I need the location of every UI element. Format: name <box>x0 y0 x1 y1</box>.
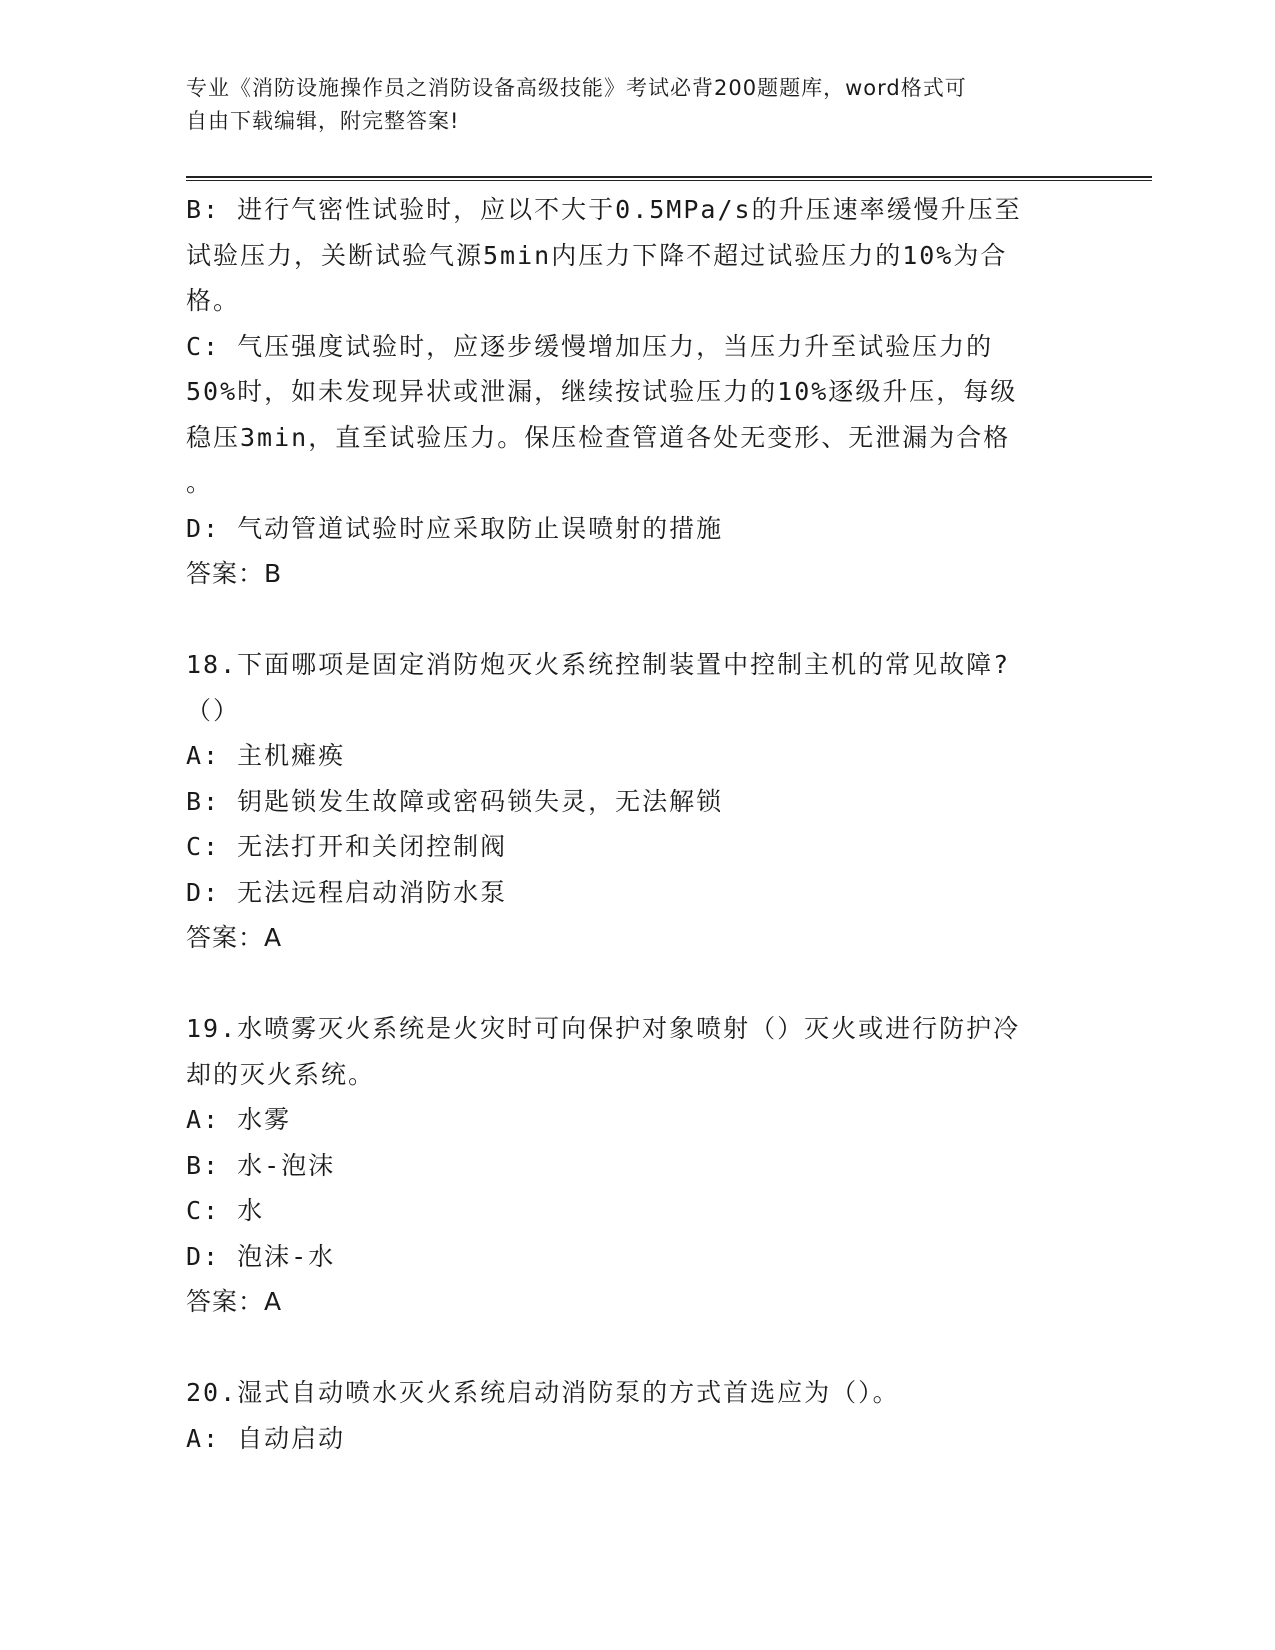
option-line: C: 气压强度试验时，应逐步缓慢增加压力，当压力升至试验压力的 <box>186 331 994 361</box>
option-line: 稳压3min，直至试验压力。保压检查管道各处无变形、无泄漏为合格 <box>186 422 1011 452</box>
question-line: 20.湿式自动喷水灭火系统启动消防泵的方式首选应为（）。 <box>186 1378 900 1407</box>
option-line: 试验压力，关断试验气源5min内压力下降不超过试验压力的10%为合 <box>186 240 1008 270</box>
question-line: 却的灭火系统。 <box>186 1059 376 1089</box>
spacer <box>186 1325 1066 1371</box>
option-line: C: 无法打开和关闭控制阀 <box>186 832 508 861</box>
option-line: A: 水雾 <box>186 1105 292 1134</box>
page-header <box>186 72 1066 138</box>
option-line: B: 进行气密性试验时，应以不大于0.5MPa/s的升压速率缓慢升压至 <box>186 195 1022 224</box>
option-line: B: 水-泡沫 <box>186 1150 336 1180</box>
option-line: D: 泡沫-水 <box>186 1241 336 1271</box>
option-line: D: 气动管道试验时应采取防止误喷射的措施 <box>186 513 724 543</box>
option-line: 格。 <box>186 286 241 315</box>
answer-line: 答案：B <box>186 559 283 588</box>
document-body <box>186 187 1066 1461</box>
option-line: 50%时，如未发现异状或泄漏，继续按试验压力的10%逐级升压，每级 <box>186 377 1018 406</box>
answer-line: 答案：A <box>186 1287 283 1316</box>
question-line: （） <box>186 695 241 725</box>
option-line: C: 水 <box>186 1196 265 1225</box>
option-line: A: 主机瘫痪 <box>186 741 346 770</box>
header-line-1: 专业《消防设施操作员之消防设备高级技能》考试必背200题题库，word格式可 <box>186 76 967 100</box>
option-line: A: 自动启动 <box>186 1423 346 1453</box>
option-line: D: 无法远程启动消防水泵 <box>186 877 508 907</box>
question-line: 19.水喷雾灭火系统是火灾时可向保护对象喷射（）灭火或进行防护冷 <box>186 1014 1021 1043</box>
spacer <box>186 597 1066 643</box>
header-divider <box>186 176 1152 181</box>
option-line: B: 钥匙锁发生故障或密码锁失灵，无法解锁 <box>186 786 724 816</box>
question-line: 18.下面哪项是固定消防炮灭火系统控制装置中控制主机的常见故障? <box>186 650 1011 679</box>
option-line: 。 <box>186 468 214 497</box>
spacer <box>186 961 1066 1007</box>
answer-line: 答案：A <box>186 923 283 952</box>
header-line-2: 自由下载编辑，附完整答案! <box>186 109 460 133</box>
